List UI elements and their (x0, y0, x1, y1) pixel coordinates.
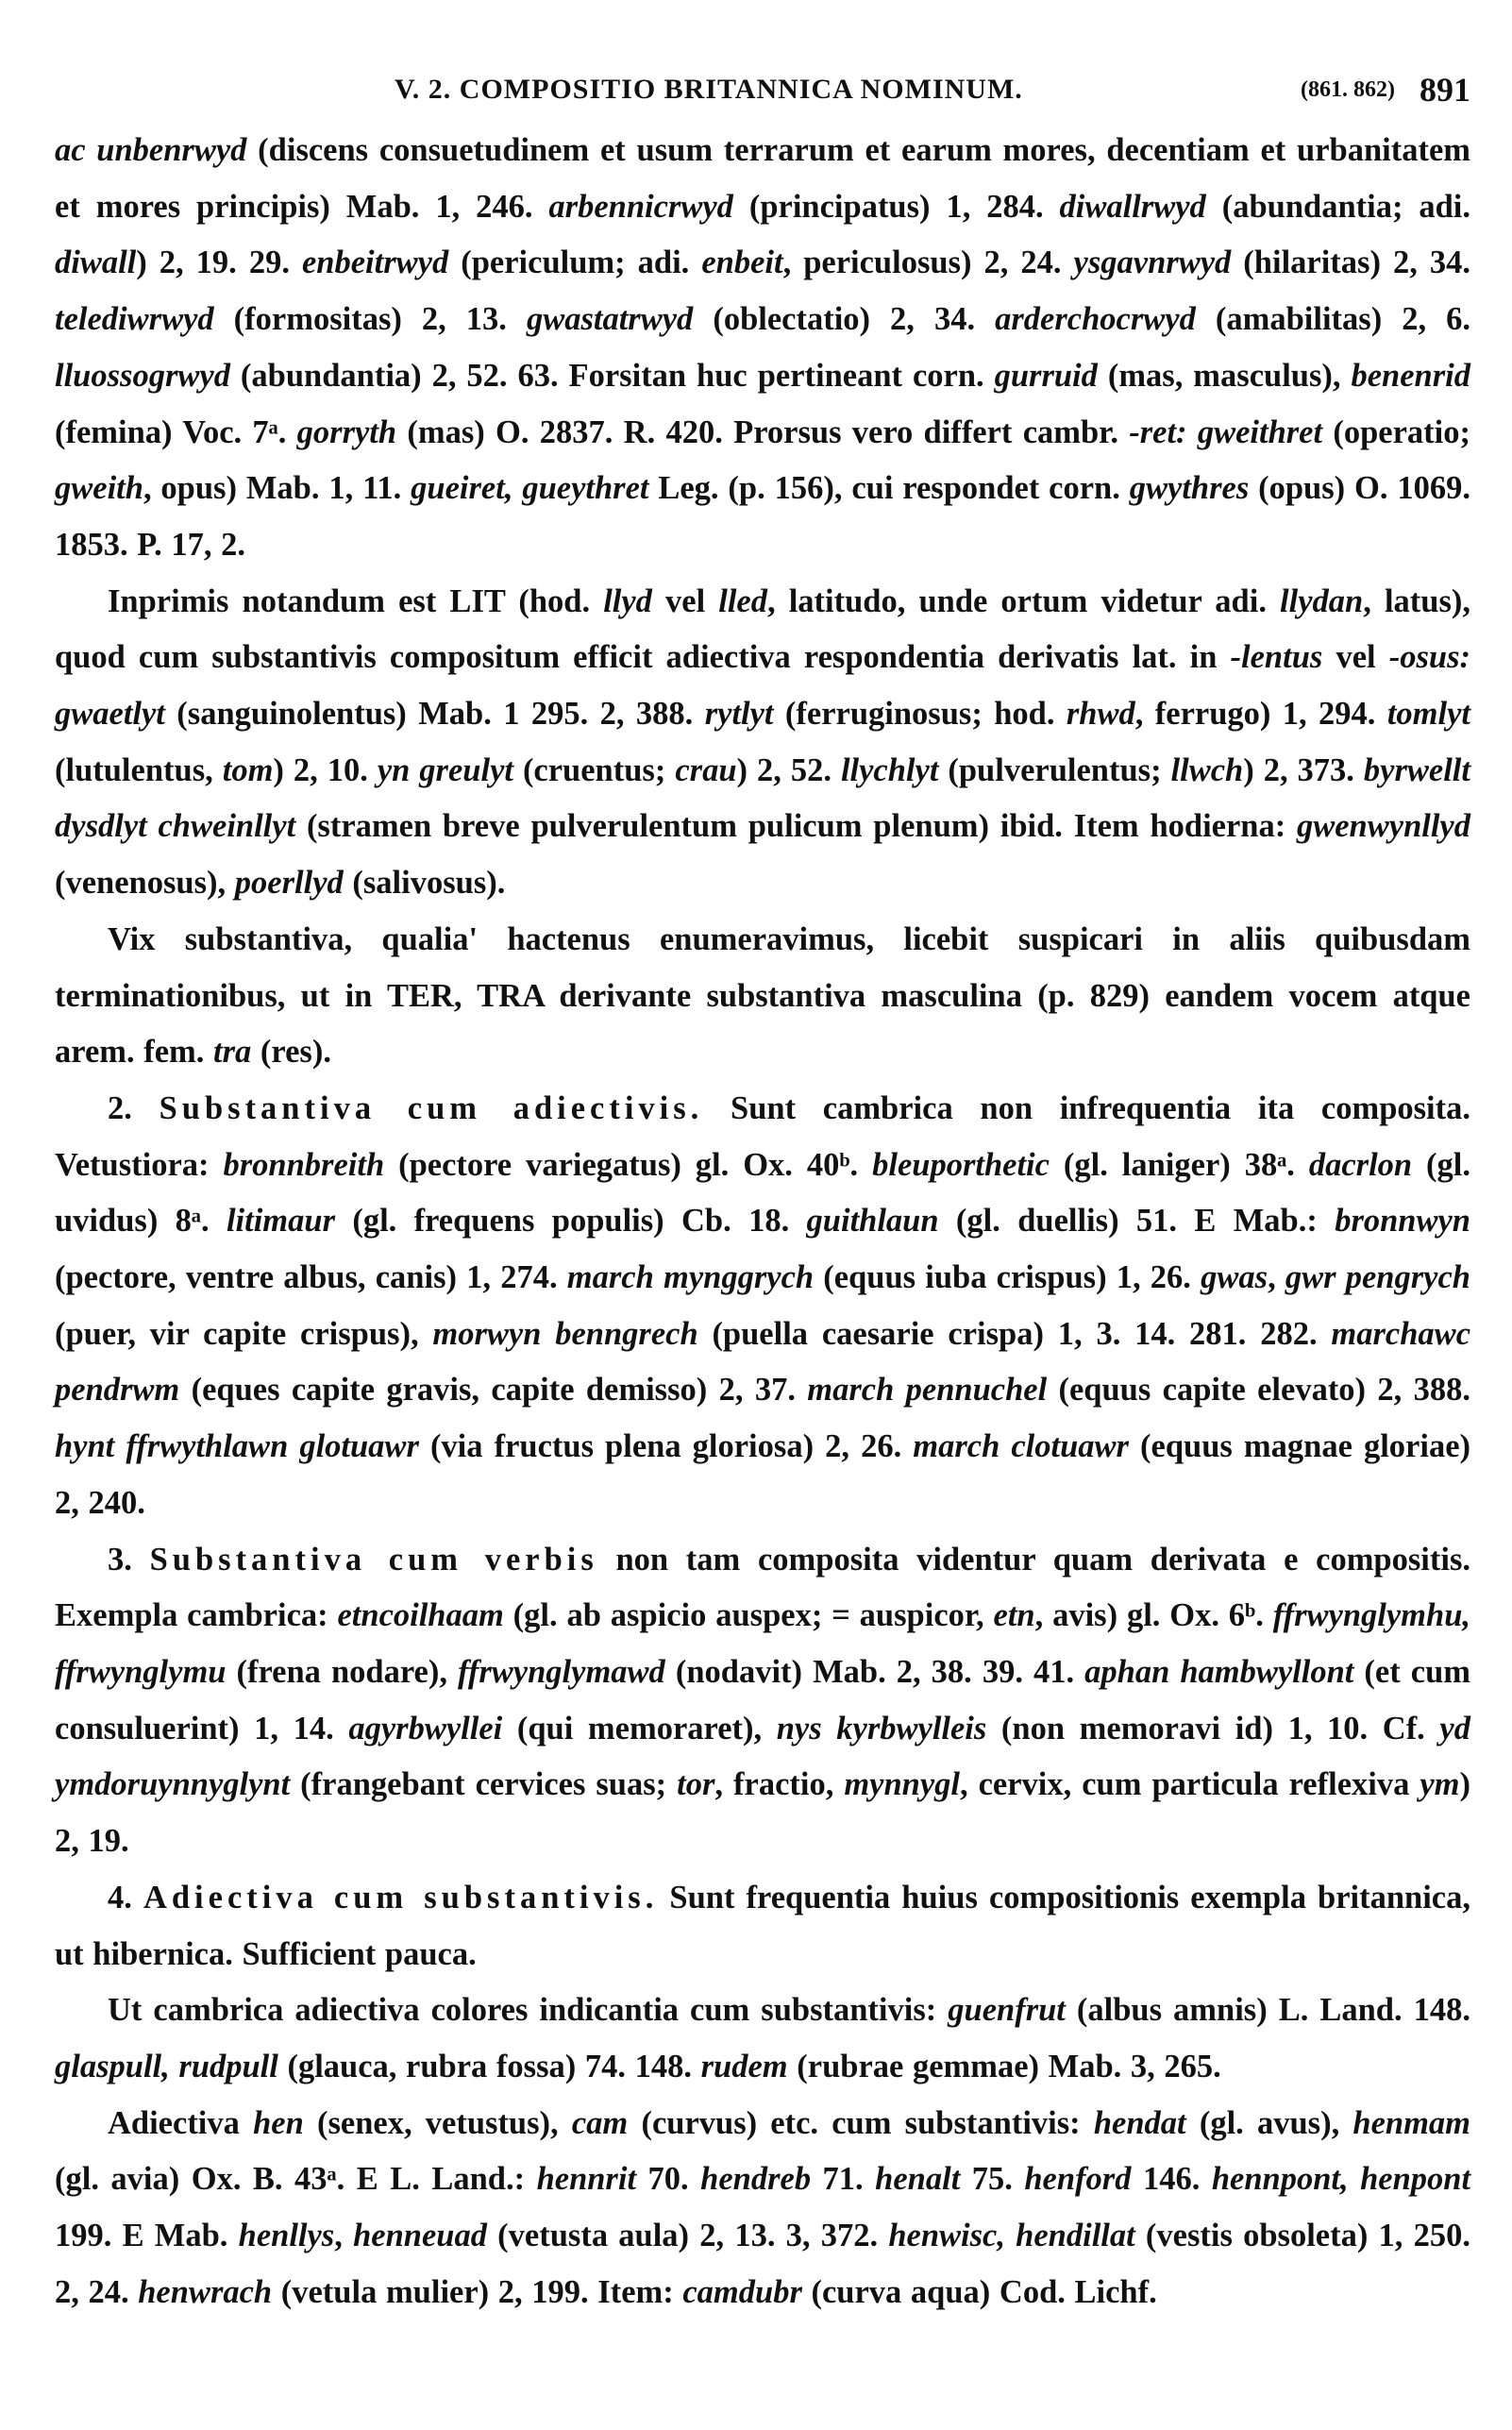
text-run: (stramen breve pulverulentum pulicum plenum) ibid. Item hodierna: (295, 808, 1297, 845)
text-run: (qui memoraret), (502, 1710, 777, 1747)
welsh-term: -osus: (1388, 639, 1470, 676)
welsh-term: hendat (1093, 2104, 1186, 2141)
text-run: , ferrugo) 1, 294. (1134, 696, 1387, 733)
text-run: (pectore, ventre albus, canis) 1, 274. (55, 1259, 567, 1296)
text-run: , cervix, cum particula reflexiva (960, 1766, 1420, 1803)
text-run: (opus) O. 1069. 1853. P. 17, 2. (55, 470, 1470, 563)
text-run: (salivosus). (343, 865, 506, 902)
text-run: (gl. uvidus) 8ᵃ. (55, 1146, 1470, 1240)
text-run: (discens consuetudinem et usum terrarum et earum mores, decentiam et urbanitatem et mores principis) Mab. 1, 246. (55, 132, 1471, 225)
running-head (55, 62, 1470, 123)
text-run: (hilaritas) 2, 34. (1231, 245, 1470, 281)
welsh-term: gweith (55, 470, 143, 507)
text-run: (frangebant cervices suas; (290, 1766, 678, 1803)
welsh-term: gwr pengrych (1285, 1259, 1470, 1296)
welsh-term: lluossogrwyd (55, 357, 230, 394)
text-run: (res). (251, 1034, 331, 1071)
section-heading: Adiectiva cum substantivis. (143, 1879, 659, 1915)
welsh-term: henford (1024, 2161, 1132, 2198)
text-run: (gl. frequens populis) Cb. 18. (335, 1203, 807, 1240)
text-run: , latus), quod cum substantivis compositum efficit adiectiva respondentia derivatis lat. in (55, 582, 1470, 676)
welsh-term: gueiret, gueythret (411, 470, 649, 507)
welsh-term: rhwd (1066, 696, 1135, 733)
welsh-term: henllys (238, 2218, 335, 2254)
welsh-term: henalt (875, 2161, 961, 2198)
page-number: 891 (1420, 71, 1470, 109)
welsh-term: benenrid (1351, 357, 1470, 394)
text-run: (puer, vir capite crispus), (55, 1315, 433, 1352)
body-text (55, 123, 1470, 2320)
text-run: (et cum consuluerint) 1, 14. (55, 1653, 1471, 1747)
text-run: 75. (960, 2161, 1025, 2198)
welsh-term: gwastatrwyd (526, 301, 694, 338)
text-run: ) 2, 10. (273, 751, 378, 788)
welsh-term: byrwellt dysdlyt chweinllyt (55, 751, 1470, 845)
text-run: , periculosus) 2, 24. (782, 245, 1074, 281)
paragraph-p3 (55, 912, 1470, 1081)
welsh-term: ym (1420, 1766, 1460, 1803)
welsh-term: llydan (1280, 582, 1364, 619)
text-run: (amabilitas) 2, 6. (1195, 301, 1470, 338)
welsh-term: rytlyt (704, 696, 774, 733)
text-run: (principatus) 1, 284. (732, 188, 1060, 225)
welsh-term: llwch (1170, 751, 1244, 788)
text-run: Inprimis notandum est LIT (hod. (108, 582, 604, 619)
text-run: (glauca, rubra fossa) 74. 148. (277, 2048, 701, 2084)
running-title: V. 2. COMPOSITIO BRITANNICA NOMINUM. (395, 74, 1023, 105)
welsh-term: ysgavnrwyd (1073, 245, 1232, 281)
welsh-term: march clotuawr (913, 1428, 1129, 1465)
text-run: (venenosus), (55, 865, 235, 902)
welsh-term: morwyn benngrech (432, 1315, 698, 1352)
text-run: (vestis obsoleta) 1, 250. 2, 24. (55, 2218, 1471, 2310)
welsh-term: cam (571, 2104, 629, 2141)
welsh-term: bleuporthetic (872, 1146, 1050, 1183)
text-run: Vix substantiva, qualia' hactenus enumeravimus, licebit suspicari in aliis quibusdam terminationibus, ut in TER, TRA derivante substantiva masculina (p. 829) eandem vocem atque arem. fem. (55, 920, 1470, 1071)
welsh-term: agyrbwyllei (348, 1710, 503, 1747)
welsh-term: hen (253, 2104, 304, 2141)
text-run: non tam composita videntur quam derivata e compositis. Exempla cambrica: (55, 1541, 1471, 1634)
welsh-term: guenfrut (948, 1992, 1066, 2029)
welsh-term: arderchocrwyd (995, 301, 1196, 338)
text-run: (curvus) etc. cum substantivis: (628, 2104, 1094, 2141)
paragraph-p6 (55, 1870, 1470, 1983)
paragraph-p8 (55, 2096, 1470, 2321)
welsh-term: hennrit (536, 2161, 637, 2198)
welsh-term: diwallrwyd (1059, 188, 1206, 225)
welsh-term: ffrwynglymhu, ffrwynglymu (55, 1597, 1471, 1690)
text-run: (vetula mulier) 2, 199. Item: (272, 2273, 683, 2310)
text-run: (senex, vetustus), (303, 2104, 572, 2141)
welsh-term: enbeitrwyd (301, 245, 449, 281)
text-run: ) 2, 52. (736, 751, 841, 788)
welsh-term: llyd (603, 582, 652, 619)
text-run: (rubrae gemmae) Mab. 3, 265. (787, 2048, 1221, 2084)
text-run: ) 2, 19. 29. (136, 245, 302, 281)
welsh-term: -lentus (1230, 639, 1323, 676)
welsh-term: poerllyd (234, 865, 344, 902)
welsh-term: bronnwyn (1335, 1203, 1470, 1240)
paragraph-p7 (55, 1983, 1470, 2095)
welsh-term: hendreb (700, 2161, 812, 2198)
welsh-term: yd ymdoruynnyglynt (55, 1710, 1470, 1803)
paragraph-p5 (55, 1532, 1470, 1870)
welsh-term: tom (222, 751, 274, 788)
welsh-term: nys kyrbwylleis (776, 1710, 987, 1747)
book-page (55, 62, 1470, 2385)
welsh-term: henwisc, hendillat (888, 2218, 1135, 2254)
text-run: (eques capite gravis, capite demisso) 2, 37. (179, 1372, 808, 1409)
text-run: (mas, masculus), (1097, 357, 1352, 394)
text-run: , (334, 2218, 354, 2254)
paragraph-p4 (55, 1081, 1470, 1532)
welsh-term: henwrach (138, 2273, 273, 2310)
welsh-term: aphan hambwyllont (1084, 1653, 1354, 1690)
text-run: , fractio, (714, 1766, 845, 1803)
welsh-term: rudem (700, 2048, 788, 2084)
welsh-term: litimaur (226, 1203, 335, 1240)
welsh-term: guithlaun (806, 1203, 939, 1240)
text-run: (gl. avus), (1185, 2104, 1353, 2141)
welsh-term: gorryth (296, 413, 397, 450)
welsh-term: gwenwynllyd (1296, 808, 1470, 845)
welsh-term: tor (677, 1766, 715, 1803)
text-run: (periculum; adi. (448, 245, 702, 281)
welsh-term: hennpont, henpont (1211, 2161, 1471, 2198)
text-run: 71. (811, 2161, 876, 2198)
text-run: (frena nodare), (226, 1653, 459, 1690)
paragraph-p1 (55, 123, 1470, 574)
text-run: vel (651, 582, 719, 619)
text-run: 4. (108, 1879, 143, 1915)
text-run: Ut cambrica adiectiva colores indicantia cum substantivis: (108, 1992, 949, 2029)
text-run: Sunt cambrica non infrequentia ita composita. Vetustiora: (55, 1089, 1471, 1183)
welsh-term: bronnbreith (223, 1146, 385, 1183)
welsh-term: mynnygl (844, 1766, 960, 1803)
text-run: 199. E Mab. (55, 2218, 239, 2254)
text-run: (gl. avia) Ox. B. 43ᵃ. E L. Land.: (55, 2161, 537, 2198)
text-run: (femina) Voc. 7ᵃ. (55, 413, 297, 450)
section-heading: Substantiva cum adiectivis. (159, 1089, 704, 1126)
text-run: 3. (108, 1541, 150, 1578)
text-run: (sanguinolentus) Mab. 1 295. 2, 388. (164, 696, 705, 733)
welsh-term: lled (718, 582, 767, 619)
text-run: , avis) gl. Ox. 6ᵇ. (1034, 1597, 1273, 1634)
text-run: (lutulentus, (55, 751, 223, 788)
text-run: (oblectatio) 2, 34. (693, 301, 996, 338)
welsh-term: llychlyt (840, 751, 939, 788)
welsh-term: dacrlon (1308, 1146, 1413, 1183)
text-run: (equus iuba crispus) 1, 26. (814, 1259, 1201, 1296)
text-run: Leg. (p. 156), cui respondet corn. (648, 470, 1130, 507)
text-run: (mas) O. 2837. R. 420. Prorsus vero differt cambr. (396, 413, 1130, 450)
text-run: (nodavit) Mab. 2, 38. 39. 41. (664, 1653, 1085, 1690)
text-run: 70. (636, 2161, 701, 2198)
welsh-term: yn greulyt (377, 751, 513, 788)
welsh-term: diwall (55, 245, 137, 281)
text-run: Sunt frequentia huius compositionis exempla britannica, ut hibernica. Sufficient pauca. (55, 1879, 1470, 1972)
text-run: (gl. duellis) 51. E Mab.: (938, 1203, 1336, 1240)
section-heading: Substantiva cum verbis (149, 1541, 598, 1578)
text-run: (abundantia; adi. (1205, 188, 1471, 225)
welsh-term: henneuad (353, 2218, 487, 2254)
section-numbers: (861. 862) (1301, 77, 1395, 102)
text-run: (puella caesarie crispa) 1, 3. 14. 281. 282. (697, 1315, 1332, 1352)
paragraph-p2 (55, 574, 1470, 912)
welsh-term: camdubr (682, 2273, 802, 2310)
welsh-term: tomlyt (1386, 696, 1470, 733)
welsh-term: henmam (1352, 2104, 1471, 2141)
welsh-term: march pennuchel (807, 1372, 1048, 1409)
text-run: vel (1322, 639, 1389, 676)
welsh-term: crau (675, 751, 737, 788)
text-run: (non memoravi id) 1, 10. Cf. (986, 1710, 1440, 1747)
text-run: (pectore variegatus) gl. Ox. 40ᵇ. (384, 1146, 873, 1183)
text-run: (formositas) 2, 13. (213, 301, 527, 338)
text-run: (equus magnae gloriae) 2, 240. (55, 1428, 1470, 1521)
welsh-term: etncoilhaam (337, 1597, 504, 1634)
text-run: , (1268, 1259, 1285, 1296)
text-run (1187, 414, 1198, 450)
welsh-term: gweithret (1197, 413, 1323, 450)
welsh-term: etn (993, 1597, 1035, 1634)
welsh-term: telediwrwyd (55, 301, 214, 338)
welsh-term: march mynggrych (566, 1259, 815, 1296)
text-run: (operatio; (1322, 413, 1470, 450)
welsh-term: gurruid (994, 357, 1098, 394)
text-run: (equus capite elevato) 2, 388. (1047, 1372, 1470, 1409)
text-run: ) 2, 19. (55, 1766, 1470, 1860)
welsh-term: hynt ffrwythlawn glotuawr (55, 1428, 419, 1465)
welsh-term: gwas (1201, 1259, 1268, 1296)
text-run: , latitudo, unde ortum videtur adi. (767, 582, 1281, 619)
welsh-term: -ret: (1129, 413, 1187, 450)
text-run: Adiectiva (108, 2104, 254, 2141)
text-run: (gl. laniger) 38ᵃ. (1049, 1146, 1309, 1183)
text-run: (pulverulentus; (938, 751, 1171, 788)
text-run: (abundantia) 2, 52. 63. Forsitan huc pertineant corn. (229, 357, 995, 394)
text-run: (ferruginosus; hod. (773, 696, 1067, 733)
welsh-term: gwythres (1129, 470, 1250, 507)
text-run: (curva aqua) Cod. Lichf. (801, 2273, 1157, 2310)
welsh-term: enbeit (701, 245, 783, 281)
welsh-term: ffrwynglymawd (458, 1653, 665, 1690)
text-run: ) 2, 373. (1243, 751, 1364, 788)
text-run: , opus) Mab. 1, 11. (143, 470, 412, 507)
text-run: (albus amnis) L. Land. 148. (1065, 1992, 1470, 2029)
text-run: (via fructus plena gloriosa) 2, 26. (418, 1428, 914, 1465)
text-run: (vetusta aula) 2, 13. 3, 372. (486, 2218, 889, 2254)
text-run: (gl. ab aspicio auspex; = auspicor, (503, 1597, 994, 1634)
welsh-term: tra (213, 1034, 252, 1071)
welsh-term: arbennicrwyd (548, 188, 733, 225)
welsh-term: marchawc pendrwm (55, 1315, 1471, 1409)
welsh-term: ac unbenrwyd (55, 132, 247, 168)
text-run: (cruentus; (512, 751, 676, 788)
welsh-term: gwaetlyt (55, 696, 165, 733)
welsh-term: glaspull, rudpull (55, 2048, 278, 2084)
text-run: 2. (108, 1089, 160, 1126)
text-run: 146. (1131, 2161, 1212, 2198)
